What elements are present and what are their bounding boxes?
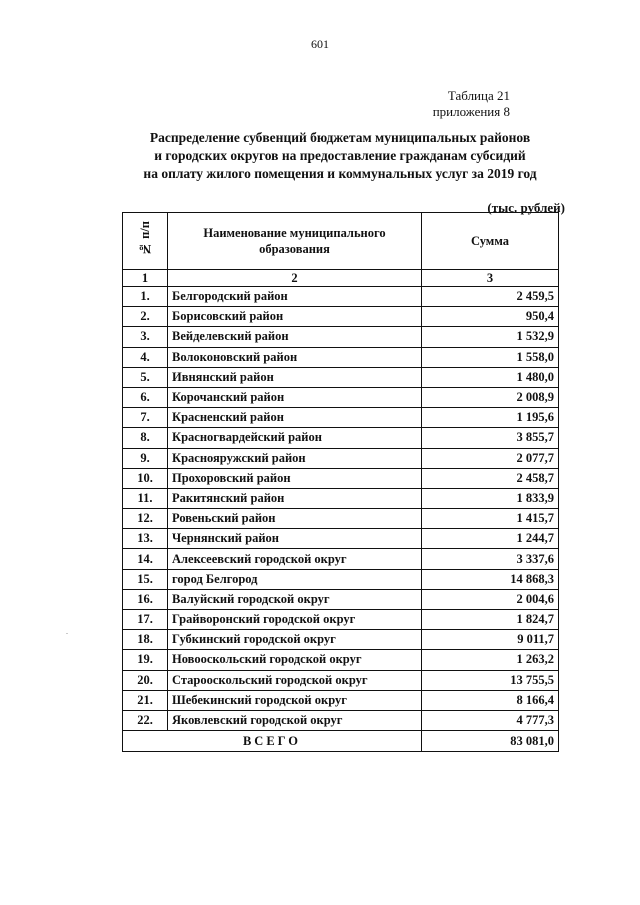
row-sum: 3 855,7 [422,428,559,448]
table-row [123,448,559,468]
margin-mark: . [66,627,68,636]
row-number: 4. [123,347,168,367]
row-name: Ивнянский район [168,367,422,387]
row-number: 18. [123,630,168,650]
table-row [123,589,559,609]
row-name: Красненский район [168,408,422,428]
row-number: 12. [123,509,168,529]
table-row [123,670,559,690]
row-number: 1. [123,287,168,307]
table-caption [360,88,510,120]
title-line-2: и городских округов на предоставление гражданам субсидий [154,148,526,163]
total-row [123,731,559,752]
table-row [123,468,559,488]
subsidy-table [122,212,559,752]
title-line-1: Распределение субвенций бюджетам муниципальных районов [149,130,531,145]
table-row [123,387,559,407]
row-name: Ракитянский район [168,488,422,508]
row-name: Новооскольский городской округ [168,650,422,670]
title-line-3: на оплату жилого помещения и коммунальных услуг за 2019 год [143,166,537,181]
row-sum: 1 244,7 [422,529,559,549]
index-cell-1: 1 [123,270,168,287]
table-row [123,610,559,630]
row-sum: 4 777,3 [422,710,559,730]
row-name: Корочанский район [168,387,422,407]
row-number: 13. [123,529,168,549]
row-number: 15. [123,569,168,589]
row-sum: 8 166,4 [422,690,559,710]
row-number: 14. [123,549,168,569]
table-row [123,690,559,710]
row-sum: 2 008,9 [422,387,559,407]
row-sum: 1 558,0 [422,347,559,367]
row-name: Алексеевский городской округ [168,549,422,569]
row-name: Краснояружский район [168,448,422,468]
row-sum: 13 755,5 [422,670,559,690]
row-name: Старооскольский городской округ [168,670,422,690]
table-row [123,549,559,569]
row-sum: 2 077,7 [422,448,559,468]
caption-appendix: приложения 8 [432,104,510,119]
row-number: 9. [123,448,168,468]
table-row [123,408,559,428]
row-number: 19. [123,650,168,670]
row-sum: 14 868,3 [422,569,559,589]
row-sum: 1 824,7 [422,610,559,630]
table-row [123,307,559,327]
row-sum: 1 415,7 [422,509,559,529]
document-title [110,129,570,183]
row-name: Красногвардейский район [168,428,422,448]
row-sum: 950,4 [422,307,559,327]
row-sum: 1 480,0 [422,367,559,387]
row-number: 11. [123,488,168,508]
row-sum: 9 011,7 [422,630,559,650]
row-sum: 2 459,5 [422,287,559,307]
table-row [123,327,559,347]
row-sum: 2 458,7 [422,468,559,488]
row-name: Шебекинский городской округ [168,690,422,710]
row-name: Валуйский городской округ [168,589,422,609]
table-row [123,347,559,367]
row-name: Борисовский район [168,307,422,327]
units-label: (тыс. рублей) [487,200,565,215]
table-row [123,287,559,307]
row-name: Ровеньский район [168,509,422,529]
row-sum: 1 532,9 [422,327,559,347]
row-number: 20. [123,670,168,690]
table-row [123,569,559,589]
row-number: 3. [123,327,168,347]
header-sum: Сумма [422,213,559,270]
row-number: 6. [123,387,168,407]
table-index-row [123,270,559,287]
header-num-label: № п/п [137,221,152,257]
row-number: 2. [123,307,168,327]
header-num [123,213,168,270]
table-row [123,509,559,529]
row-sum: 1 263,2 [422,650,559,670]
row-number: 10. [123,468,168,488]
row-number: 7. [123,408,168,428]
row-sum: 3 337,6 [422,549,559,569]
row-number: 5. [123,367,168,387]
row-sum: 1 195,6 [422,408,559,428]
table-row [123,710,559,730]
row-sum: 1 833,9 [422,488,559,508]
table-row [123,529,559,549]
row-number: 17. [123,610,168,630]
row-number: 21. [123,690,168,710]
row-name: Чернянский район [168,529,422,549]
row-number: 22. [123,710,168,730]
table-row [123,650,559,670]
table-row [123,488,559,508]
row-name: Прохоровский район [168,468,422,488]
row-name: Грайворонский городской округ [168,610,422,630]
total-label: ВСЕГО [123,731,422,752]
page-number: 601 [311,37,329,51]
table-row [123,428,559,448]
total-sum: 83 081,0 [422,731,559,752]
row-name: Губкинский городской округ [168,630,422,650]
table-row [123,367,559,387]
row-sum: 2 004,6 [422,589,559,609]
row-name: Белгородский район [168,287,422,307]
index-cell-3: 3 [422,270,559,287]
table-header-row [123,213,559,270]
row-name: город Белгород [168,569,422,589]
row-name: Волоконовский район [168,347,422,367]
row-number: 16. [123,589,168,609]
index-cell-2: 2 [168,270,422,287]
row-number: 8. [123,428,168,448]
row-name: Вейделевский район [168,327,422,347]
row-name: Яковлевский городской округ [168,710,422,730]
caption-table-number: Таблица 21 [447,88,510,103]
header-name: Наименование муниципального образования [168,213,422,270]
table-row [123,630,559,650]
